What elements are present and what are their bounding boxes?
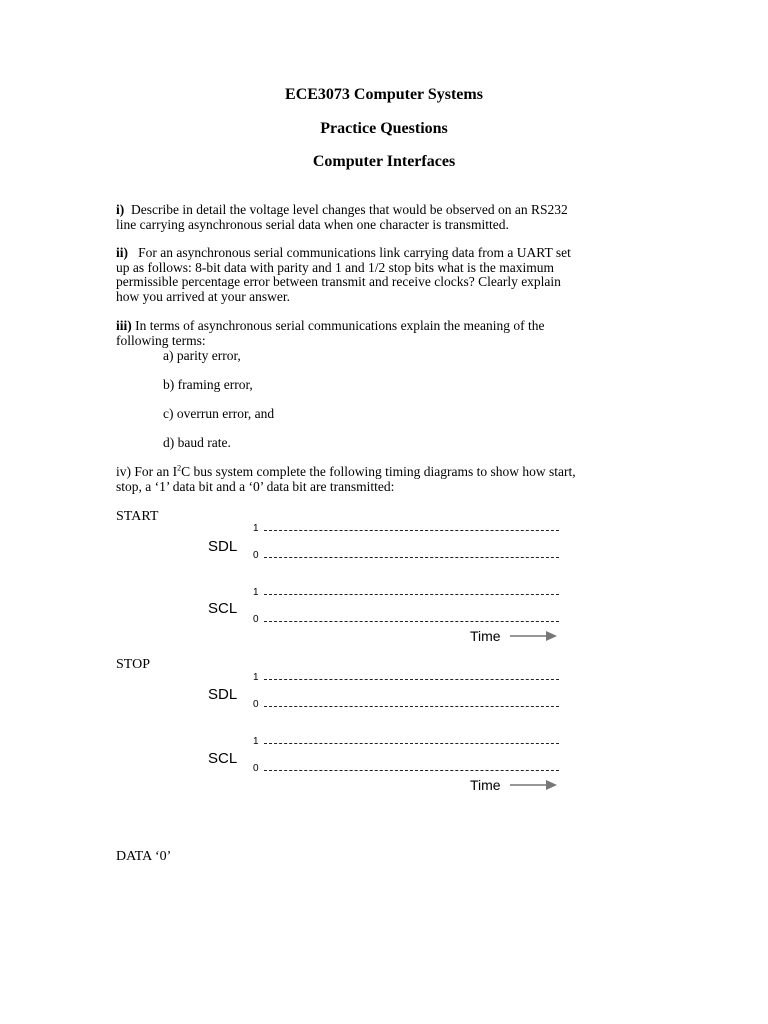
question-1-line-2: line carrying asynchronous serial data when one character is transmitted. (116, 216, 509, 232)
stop-label: STOP (116, 657, 150, 672)
start-sdl-high-label: 1 (253, 523, 259, 534)
stop-sdl-low-line (264, 706, 559, 707)
question-1-line-1: Describe in detail the voltage level changes that would be observed on an RS232 (131, 202, 568, 217)
question-3 (116, 319, 656, 348)
question-2-line-4: how you arrived at your answer. (116, 288, 290, 304)
question-3-item-d: d) baud rate. (163, 435, 231, 450)
question-2-number: ii) (116, 245, 128, 260)
question-1-number: i) (116, 202, 125, 217)
start-sdl-low-line (264, 557, 559, 558)
start-scl-high-label: 1 (253, 587, 259, 598)
start-sdl-label: SDL (208, 538, 238, 555)
start-scl-low-label: 0 (253, 614, 259, 625)
question-4-line-2: stop, a ‘1’ data bit and a ‘0’ data bit are transmitted: (116, 478, 395, 494)
stop-scl-low-label: 0 (253, 763, 259, 774)
question-3-line-2: following terms: (116, 332, 206, 348)
stop-scl-label: SCL (208, 750, 238, 767)
question-3-item-a: a) parity error, (163, 348, 241, 363)
start-time-label: Time (470, 628, 501, 644)
stop-sdl-low-label: 0 (253, 699, 259, 710)
stop-scl-low-line (264, 770, 559, 771)
question-4-prefix: iv) For an I (116, 464, 178, 479)
stop-sdl-high-line (264, 679, 559, 680)
question-4-rest: C bus system complete the following timing diagrams to show how start, (181, 464, 576, 479)
question-2-line-2: up as follows: 8-bit data with parity and 1 and 1/2 stop bits what is the maximum (116, 259, 554, 275)
right-arrow-icon (510, 630, 558, 642)
start-sdl-high-line (264, 530, 559, 531)
data0-label: DATA ‘0’ (116, 849, 172, 864)
start-sdl-low-label: 0 (253, 550, 259, 561)
start-scl-high-line (264, 594, 559, 595)
question-2-line-1: For an asynchronous serial communications link carrying data from a UART set (138, 245, 571, 260)
topic-title: Computer Interfaces (312, 153, 456, 170)
start-scl-low-line (264, 621, 559, 622)
course-title: ECE3073 Computer Systems (285, 86, 483, 103)
doc-type-title: Practice Questions (320, 120, 448, 137)
question-2 (116, 246, 656, 304)
question-1 (116, 203, 656, 232)
question-3-item-b: b) framing error, (163, 377, 253, 392)
question-4-superscript: 2 (177, 463, 182, 473)
stop-scl-high-label: 1 (253, 736, 259, 747)
start-label: START (116, 509, 159, 524)
question-2-line-3: permissible percentage error between transmit and receive clocks? Clearly explain (116, 274, 561, 289)
stop-sdl-label: SDL (208, 686, 238, 703)
stop-sdl-high-label: 1 (253, 672, 259, 683)
question-4 (116, 465, 656, 494)
question-3-line-1: In terms of asynchronous serial communications explain the meaning of the (135, 318, 545, 333)
question-3-item-c: c) overrun error, and (163, 406, 275, 421)
stop-time-label: Time (470, 777, 501, 793)
stop-scl-high-line (264, 743, 559, 744)
start-scl-label: SCL (208, 600, 238, 617)
question-3-number: iii) (116, 318, 132, 333)
right-arrow-icon (510, 779, 558, 791)
